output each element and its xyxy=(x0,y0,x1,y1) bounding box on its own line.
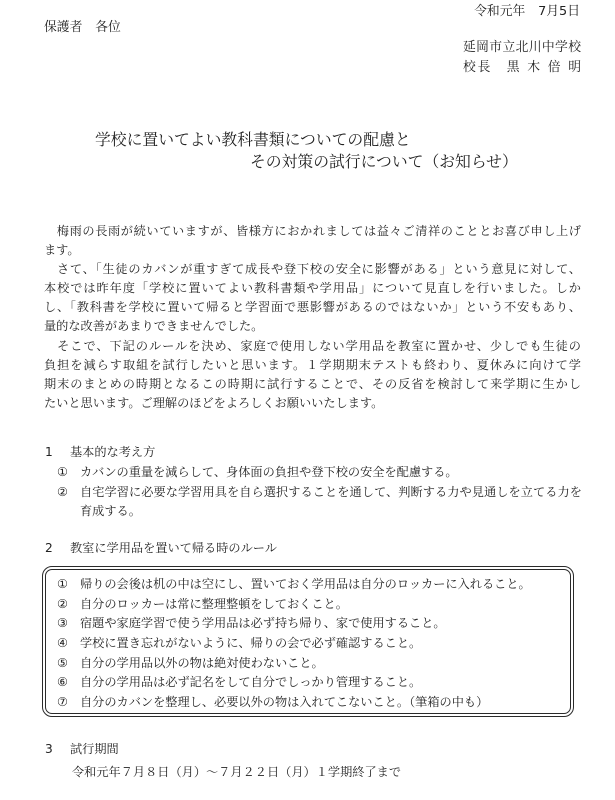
body-line: 負担を減らす取組を試行したいと思います。１学期期末テストも終わり、夏休みに向けて学 xyxy=(44,357,581,372)
trial-period: 令和元年７月８日（月）～７月２２日（月）１学期終了まで xyxy=(72,765,402,779)
section-number: 3 xyxy=(45,742,53,756)
body-line: 本校では昨年度「学校に置いてよい教科書類や学用品」について見直しを行いました。しか xyxy=(44,281,581,296)
rule-marker: ③ xyxy=(57,616,68,631)
body-line: 期末のまとめの時期となるこの時期に試行することで、その反省を検討して来学期に生かし xyxy=(44,376,581,391)
principal-name: 校長 黒 木 倍 明 xyxy=(463,60,581,75)
rule-marker: ④ xyxy=(57,635,68,650)
school-name: 延岡市立北川中学校 xyxy=(463,40,581,55)
section-1-heading xyxy=(45,443,155,462)
list-item xyxy=(57,463,582,483)
item-marker: ② xyxy=(57,484,68,499)
recipient: 保護者 各位 xyxy=(44,20,121,35)
item-text xyxy=(80,483,582,522)
section-number: 1 xyxy=(45,445,53,459)
title-line-1: 学校に置いてよい教科書類についての配慮と xyxy=(95,130,411,149)
section-3-heading xyxy=(45,740,119,759)
rule-text: 自分のカバンを整理し、必要以外の物は入れてこないこと。（筆箱の中も） xyxy=(80,694,489,709)
rule-marker: ② xyxy=(57,596,68,611)
rule-item xyxy=(57,693,570,713)
item-text xyxy=(80,463,458,483)
rule-item xyxy=(57,595,570,615)
item-line: 育成する。 xyxy=(80,504,141,518)
item-marker: ① xyxy=(57,465,68,479)
rules-box xyxy=(42,566,574,717)
rule-text: 自分の学用品は必ず記名をして自分でしっかり管理すること。 xyxy=(80,675,422,690)
body-paragraph xyxy=(44,337,581,413)
section-1-list xyxy=(57,463,582,522)
section-title: 基本的な考え方 xyxy=(70,445,156,459)
rule-text: 宿題や家庭学習で使う学用品は必ず持ち帰り、家で使用すること。 xyxy=(80,616,446,631)
body-line: さて、「生徒のカバンが重すぎて成長や登下校の安全に影響がある」という意見に対して、 xyxy=(44,262,581,277)
body-line: し、「教科書を学校に置いて帰ると学習面で悪影響があるのではないか」という不安もあり、 xyxy=(44,300,581,315)
body-paragraph xyxy=(44,222,581,260)
body-paragraph xyxy=(44,260,581,336)
section-2-heading xyxy=(45,539,277,558)
rule-marker: ① xyxy=(57,577,68,591)
list-item xyxy=(57,483,582,522)
item-line: 自宅学習に必要な学習用具を自ら選択することを通して、判断する力や見通しを立てる力を xyxy=(80,484,582,499)
rule-item xyxy=(57,575,570,595)
rule-text: 学校に置き忘れがないように、帰りの会で必ず確認すること。 xyxy=(80,635,422,650)
issue-date: 令和元年 7月5日 xyxy=(474,4,580,19)
rule-item xyxy=(57,654,570,674)
body-line: たいと思います。ご理解のほどをよろしくお願いいたします。 xyxy=(44,395,384,410)
body-line: 梅雨の長雨が続いていますが、皆様方におかれましては益々ご清祥のこととお喜び申し上げ xyxy=(44,224,581,238)
body-line: ます。 xyxy=(44,243,80,258)
rule-marker: ⑥ xyxy=(57,675,68,690)
rule-item xyxy=(57,634,570,654)
body-line: 量的な改善があまりできませんでした。 xyxy=(44,319,264,334)
body-line: そこで、下記のルールを決め、家庭で使用しない学用品を教室に置かせ、少しでも生徒の xyxy=(44,338,581,353)
section-title: 試行期間 xyxy=(70,742,119,756)
rule-marker: ⑤ xyxy=(57,655,68,670)
rule-marker: ⑦ xyxy=(57,694,68,709)
rule-text: 自分の学用品以外の物は絶対使わないこと。 xyxy=(80,655,324,670)
rule-text: 帰りの会後は机の中は空にし、置いておく学用品は自分のロッカーに入れること。 xyxy=(80,577,531,591)
body-text xyxy=(44,222,581,413)
rule-item xyxy=(57,614,570,634)
section-number: 2 xyxy=(45,541,53,555)
item-line: カバンの重量を減らして、身体面の負担や登下校の安全を配慮する。 xyxy=(80,465,458,479)
title-line-2: その対策の試行について（お知らせ） xyxy=(250,152,518,171)
rule-text: 自分のロッカーは常に整理整頓をしておくこと。 xyxy=(80,596,348,611)
rule-item xyxy=(57,673,570,693)
section-title: 教室に学用品を置いて帰る時のルール xyxy=(70,541,277,555)
